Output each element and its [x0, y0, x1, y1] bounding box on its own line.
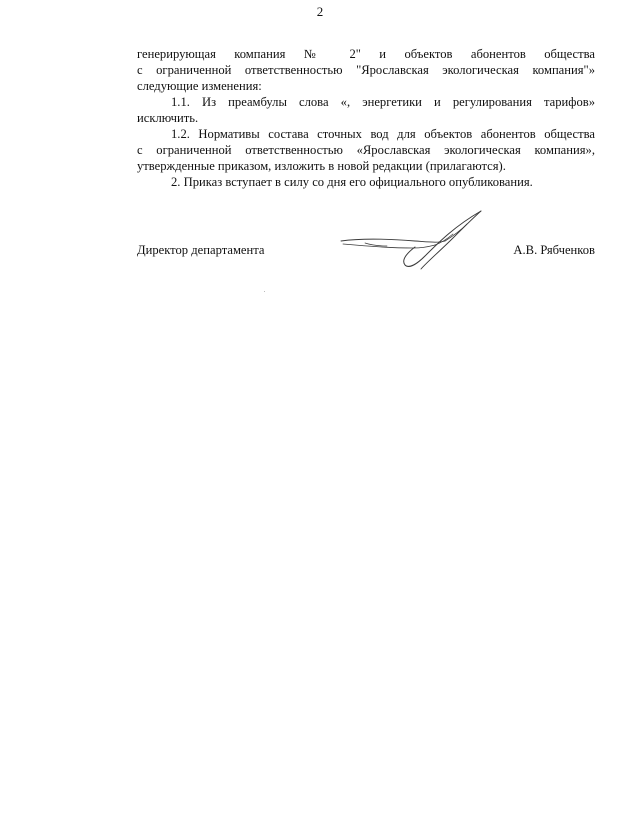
paragraph-line: исключить.	[137, 111, 199, 125]
paragraph-line: утвержденные приказом, изложить в новой редакции (прилагаются).	[137, 159, 506, 173]
signatory-name: А.В. Рябченков	[513, 243, 595, 257]
paragraph-line: 2. Приказ вступает в силу со дня его официального опубликования.	[171, 175, 533, 189]
handwritten-signature	[335, 208, 487, 272]
paragraph-line: следующие изменения:	[137, 79, 262, 93]
document-body	[137, 46, 595, 190]
paragraph-line: с ограниченной ответственностью «Ярославская экологическая компания»,	[137, 143, 595, 157]
paragraph-line: 1.1. Из преамбулы слова «, энергетики и регулирования тарифов»	[171, 95, 595, 109]
paragraph-line: с ограниченной ответственностью "Ярославская экологическая компания"»	[137, 63, 595, 77]
paragraph-line: генерирующая компания № 2" и объектов абонентов общества	[137, 47, 595, 61]
scan-speck	[264, 291, 265, 292]
signatory-role: Директор департамента	[137, 243, 265, 257]
paragraph-line: 1.2. Нормативы состава сточных вод для объектов абонентов общества	[171, 127, 595, 141]
page-number: 2	[316, 4, 324, 19]
